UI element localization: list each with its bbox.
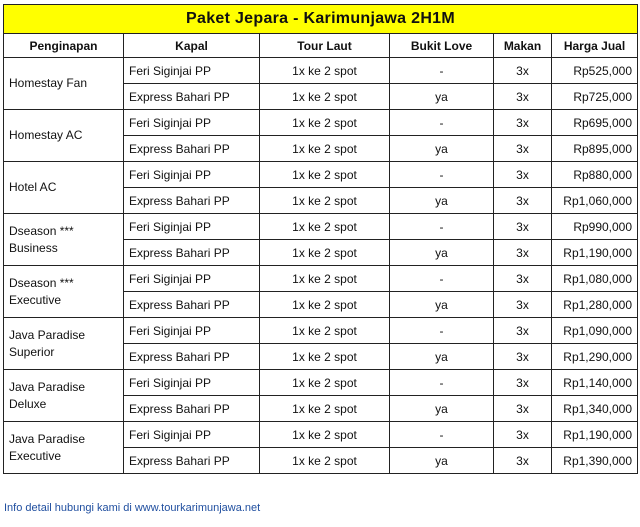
header-makan: Makan [494, 34, 552, 58]
tour-laut-cell: 1x ke 2 spot [260, 58, 390, 84]
table-row [4, 58, 638, 84]
penginapan-cell: Hotel AC [4, 162, 124, 214]
makan-cell: 3x [494, 110, 552, 136]
header-kapal: Kapal [124, 34, 260, 58]
kapal-cell: Feri Siginjai PP [124, 110, 260, 136]
harga-jual-cell: Rp695,000 [552, 110, 638, 136]
price-table [3, 4, 638, 474]
makan-cell: 3x [494, 292, 552, 318]
bukit-love-cell: ya [390, 292, 494, 318]
kapal-cell: Express Bahari PP [124, 344, 260, 370]
tour-laut-cell: 1x ke 2 spot [260, 370, 390, 396]
kapal-cell: Feri Siginjai PP [124, 318, 260, 344]
makan-cell: 3x [494, 162, 552, 188]
bukit-love-cell: ya [390, 240, 494, 266]
table-row [4, 318, 638, 344]
table-row [4, 370, 638, 396]
harga-jual-cell: Rp525,000 [552, 58, 638, 84]
kapal-cell: Feri Siginjai PP [124, 422, 260, 448]
harga-jual-cell: Rp1,190,000 [552, 422, 638, 448]
table-row [4, 422, 638, 448]
tour-laut-cell: 1x ke 2 spot [260, 396, 390, 422]
harga-jual-cell: Rp895,000 [552, 136, 638, 162]
makan-cell: 3x [494, 318, 552, 344]
tour-laut-cell: 1x ke 2 spot [260, 240, 390, 266]
tour-laut-cell: 1x ke 2 spot [260, 344, 390, 370]
makan-cell: 3x [494, 240, 552, 266]
harga-jual-cell: Rp990,000 [552, 214, 638, 240]
harga-jual-cell: Rp1,060,000 [552, 188, 638, 214]
tour-laut-cell: 1x ke 2 spot [260, 214, 390, 240]
kapal-cell: Feri Siginjai PP [124, 370, 260, 396]
tour-laut-cell: 1x ke 2 spot [260, 266, 390, 292]
title-row [4, 5, 638, 34]
penginapan-cell: Java Paradise Deluxe [4, 370, 124, 422]
tour-laut-cell: 1x ke 2 spot [260, 318, 390, 344]
kapal-cell: Feri Siginjai PP [124, 266, 260, 292]
bukit-love-cell: ya [390, 448, 494, 474]
kapal-cell: Express Bahari PP [124, 84, 260, 110]
bukit-love-cell: ya [390, 188, 494, 214]
tour-laut-cell: 1x ke 2 spot [260, 84, 390, 110]
tour-laut-cell: 1x ke 2 spot [260, 162, 390, 188]
harga-jual-cell: Rp1,390,000 [552, 448, 638, 474]
bukit-love-cell: ya [390, 84, 494, 110]
makan-cell: 3x [494, 422, 552, 448]
table-row [4, 214, 638, 240]
kapal-cell: Express Bahari PP [124, 188, 260, 214]
table-row [4, 110, 638, 136]
makan-cell: 3x [494, 214, 552, 240]
header-harga-jual: Harga Jual [552, 34, 638, 58]
penginapan-cell: Java Paradise Executive [4, 422, 124, 474]
tour-laut-cell: 1x ke 2 spot [260, 136, 390, 162]
harga-jual-cell: Rp1,290,000 [552, 344, 638, 370]
bukit-love-cell: ya [390, 136, 494, 162]
kapal-cell: Express Bahari PP [124, 240, 260, 266]
harga-jual-cell: Rp1,190,000 [552, 240, 638, 266]
tour-laut-cell: 1x ke 2 spot [260, 448, 390, 474]
tour-laut-cell: 1x ke 2 spot [260, 110, 390, 136]
bukit-love-cell: - [390, 162, 494, 188]
kapal-cell: Express Bahari PP [124, 292, 260, 318]
tour-laut-cell: 1x ke 2 spot [260, 292, 390, 318]
kapal-cell: Express Bahari PP [124, 396, 260, 422]
table-row [4, 162, 638, 188]
makan-cell: 3x [494, 58, 552, 84]
bukit-love-cell: - [390, 370, 494, 396]
harga-jual-cell: Rp1,340,000 [552, 396, 638, 422]
makan-cell: 3x [494, 266, 552, 292]
makan-cell: 3x [494, 84, 552, 110]
makan-cell: 3x [494, 370, 552, 396]
bukit-love-cell: - [390, 214, 494, 240]
footer-contact-info: Info detail hubungi kami di www.tourkarimunjawa.net [4, 502, 261, 514]
package-title: Paket Jepara - Karimunjawa 2H1M [4, 5, 638, 34]
harga-jual-cell: Rp725,000 [552, 84, 638, 110]
penginapan-cell: Dseason *** Business [4, 214, 124, 266]
tour-laut-cell: 1x ke 2 spot [260, 188, 390, 214]
makan-cell: 3x [494, 344, 552, 370]
tour-laut-cell: 1x ke 2 spot [260, 422, 390, 448]
header-bukit-love: Bukit Love [390, 34, 494, 58]
bukit-love-cell: - [390, 58, 494, 84]
penginapan-cell: Dseason *** Executive [4, 266, 124, 318]
header-penginapan: Penginapan [4, 34, 124, 58]
bukit-love-cell: ya [390, 344, 494, 370]
bukit-love-cell: - [390, 318, 494, 344]
harga-jual-cell: Rp1,080,000 [552, 266, 638, 292]
kapal-cell: Feri Siginjai PP [124, 214, 260, 240]
harga-jual-cell: Rp880,000 [552, 162, 638, 188]
header-row [4, 34, 638, 58]
makan-cell: 3x [494, 396, 552, 422]
table-row [4, 266, 638, 292]
kapal-cell: Express Bahari PP [124, 448, 260, 474]
harga-jual-cell: Rp1,140,000 [552, 370, 638, 396]
kapal-cell: Feri Siginjai PP [124, 58, 260, 84]
makan-cell: 3x [494, 188, 552, 214]
bukit-love-cell: ya [390, 396, 494, 422]
kapal-cell: Express Bahari PP [124, 136, 260, 162]
bukit-love-cell: - [390, 110, 494, 136]
makan-cell: 3x [494, 136, 552, 162]
harga-jual-cell: Rp1,280,000 [552, 292, 638, 318]
penginapan-cell: Homestay AC [4, 110, 124, 162]
harga-jual-cell: Rp1,090,000 [552, 318, 638, 344]
bukit-love-cell: - [390, 266, 494, 292]
penginapan-cell: Homestay Fan [4, 58, 124, 110]
penginapan-cell: Java Paradise Superior [4, 318, 124, 370]
makan-cell: 3x [494, 448, 552, 474]
bukit-love-cell: - [390, 422, 494, 448]
header-tour-laut: Tour Laut [260, 34, 390, 58]
kapal-cell: Feri Siginjai PP [124, 162, 260, 188]
